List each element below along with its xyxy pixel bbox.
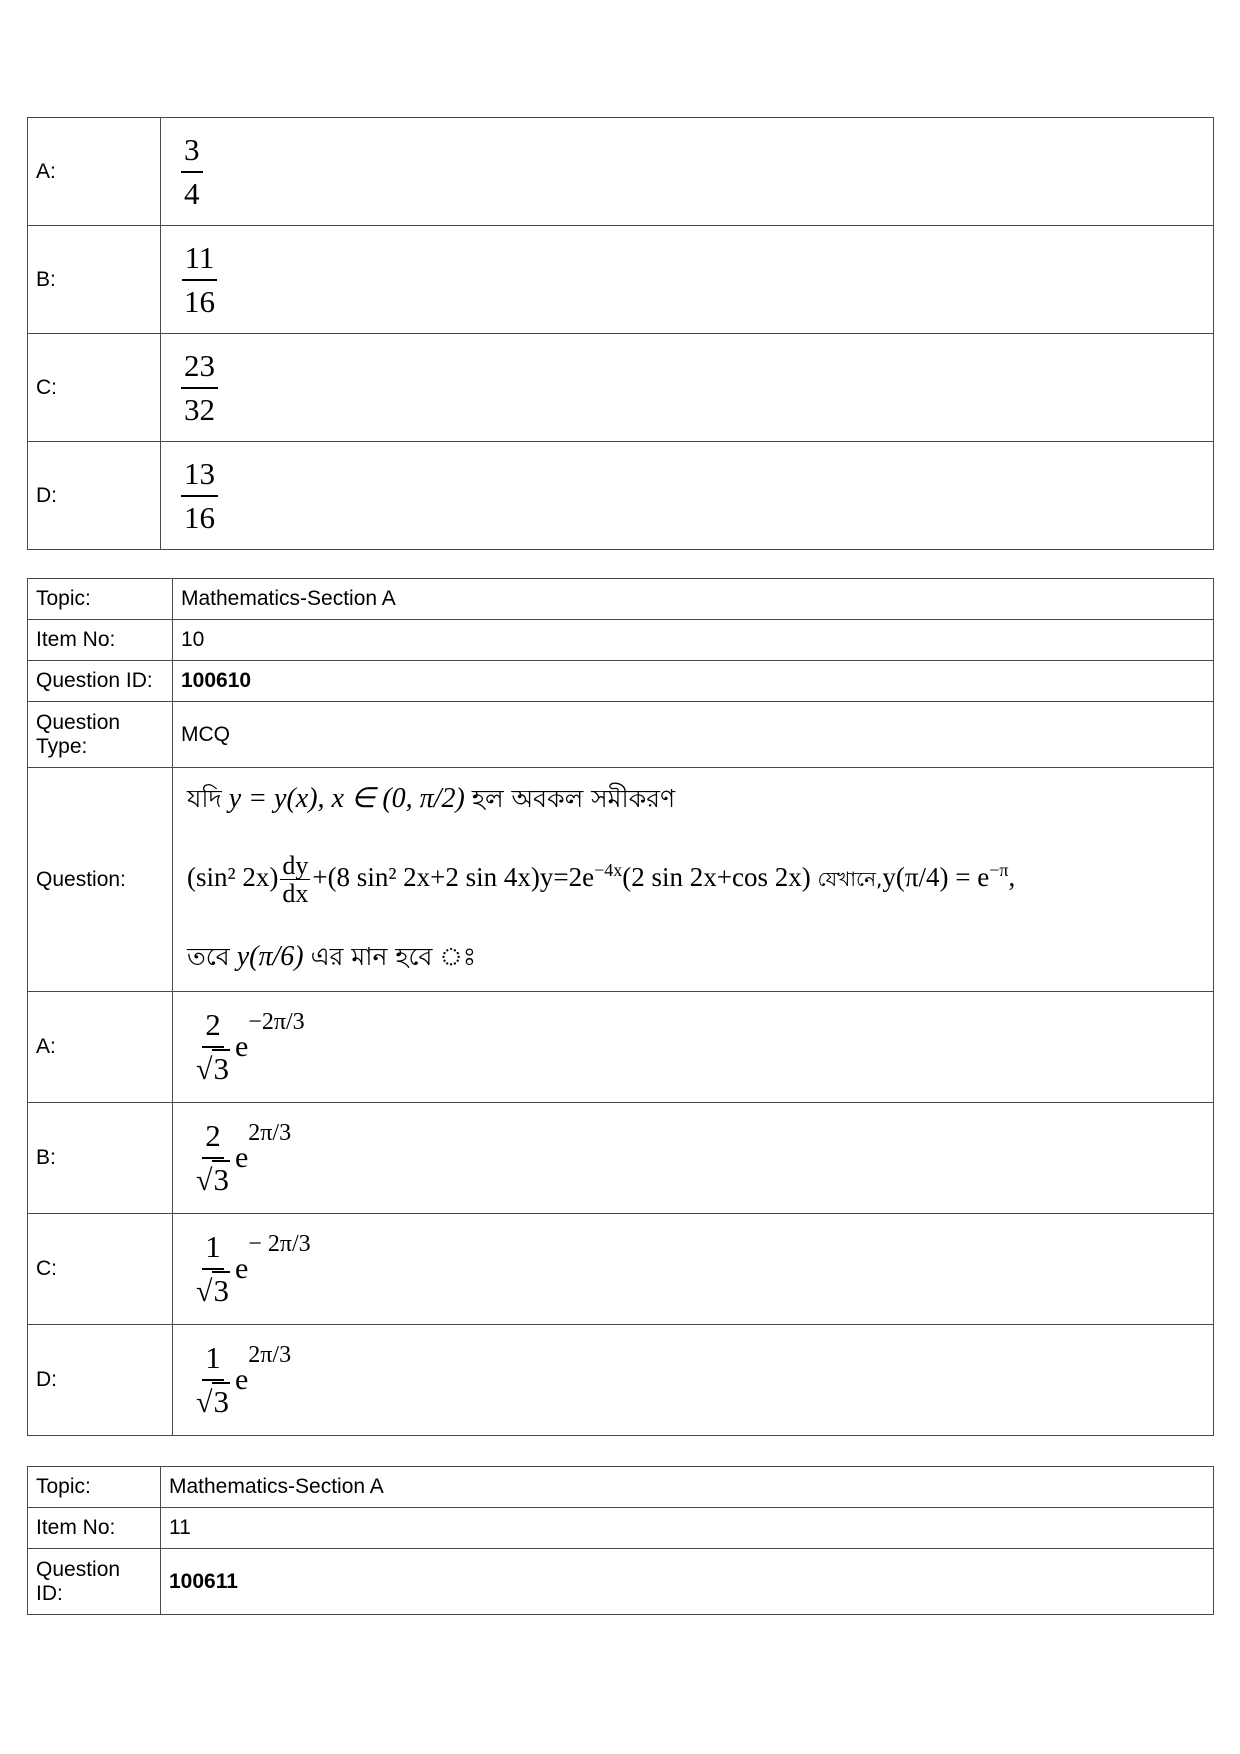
fraction (181, 132, 203, 211)
question-math: (sin² 2x) (187, 861, 279, 892)
option-row (28, 1214, 1214, 1325)
question-math: y(π/6) (236, 941, 304, 973)
fraction (193, 1118, 233, 1198)
numerator: 2 (202, 1007, 224, 1048)
radicand: 3 (213, 1383, 229, 1419)
denominator: 32 (184, 391, 215, 427)
numerator: 2 (202, 1118, 224, 1159)
fraction (193, 1007, 233, 1087)
radicand: 3 (213, 1272, 229, 1308)
option-expression (193, 1007, 1205, 1087)
option-label: A: (28, 118, 161, 226)
numerator: 1 (202, 1340, 224, 1381)
exp-base: e (234, 1029, 249, 1063)
question-id-label: Question ID: (28, 661, 173, 702)
option-label: B: (28, 1103, 173, 1214)
topic-value: Mathematics-Section A (173, 579, 1214, 620)
option-row (28, 118, 1214, 226)
option-label: D: (28, 1325, 173, 1436)
option-row (28, 334, 1214, 442)
fraction (181, 456, 218, 535)
question-math: y = y(x), x ∈ (0, π/2) (228, 782, 465, 814)
question-text-bn: যদি (187, 783, 222, 813)
option-expression (193, 1229, 1205, 1309)
prev-question-options-table (27, 117, 1214, 550)
fraction (181, 348, 218, 427)
question-type-value: MCQ (173, 702, 1214, 768)
fraction (193, 1229, 233, 1309)
option-row (28, 226, 1214, 334)
exponent: 2π/3 (248, 1119, 292, 1146)
option-value (173, 992, 1214, 1103)
question-id-label (28, 1549, 161, 1615)
question-math: , (1008, 861, 1016, 892)
question-text-bn: হল অবকল সমীকরণ (471, 783, 676, 813)
item-no-label: Item No: (28, 620, 173, 661)
derivative-fraction (280, 852, 310, 908)
exp-base: e (234, 1362, 249, 1396)
item-no-value: 11 (161, 1508, 1214, 1549)
exponent: −4x (594, 859, 623, 880)
denominator: √3 (196, 1161, 229, 1197)
radicand: 3 (213, 1161, 229, 1197)
denominator: 4 (184, 175, 200, 211)
question-id-label-line1: Question (36, 1558, 121, 1582)
option-expression (193, 1118, 1205, 1198)
derivative-numerator: dy (282, 850, 309, 880)
question-text-bn: এর মান হবে ঃ (310, 942, 477, 972)
question-text (173, 768, 1214, 992)
option-label: B: (28, 226, 161, 334)
item-no-value: 10 (173, 620, 1214, 661)
numerator: 11 (182, 240, 218, 281)
option-label: D: (28, 442, 161, 550)
denominator: √3 (196, 1272, 229, 1308)
option-value (161, 334, 1214, 442)
option-value (161, 226, 1214, 334)
question-id-row (28, 661, 1214, 702)
question-math: (2 sin 2x+cos 2x) (622, 861, 811, 892)
item-no-label: Item No: (28, 1508, 161, 1549)
question-type-label-line2: Type: (36, 734, 88, 758)
option-label: C: (28, 1214, 173, 1325)
numerator: 23 (181, 348, 218, 389)
question-text-bn: তবে (187, 942, 230, 972)
question-math: y(π/4) = e (882, 861, 990, 892)
question-math: +(8 sin² 2x+2 sin 4x)y=2e (312, 861, 595, 892)
question-line-2 (187, 852, 1205, 908)
item-no-row (28, 1508, 1214, 1549)
option-label: C: (28, 334, 161, 442)
option-row (28, 992, 1214, 1103)
topic-label: Topic: (28, 579, 173, 620)
exp-base: e (234, 1140, 249, 1174)
option-row (28, 1325, 1214, 1436)
topic-value: Mathematics-Section A (161, 1467, 1214, 1508)
numerator: 3 (181, 132, 203, 173)
option-expression (193, 1340, 1205, 1420)
numerator: 1 (202, 1229, 224, 1270)
topic-row (28, 579, 1214, 620)
denominator: 16 (184, 499, 215, 535)
option-row (28, 1103, 1214, 1214)
question-label: Question: (28, 768, 173, 992)
exp-base: e (234, 1251, 249, 1285)
option-value (173, 1214, 1214, 1325)
denominator: √3 (196, 1383, 229, 1419)
topic-row (28, 1467, 1214, 1508)
denominator: 16 (184, 283, 215, 319)
question-line-3 (187, 937, 1205, 980)
question-id-value: 100611 (161, 1549, 1214, 1615)
fraction (181, 240, 218, 319)
option-row (28, 442, 1214, 550)
question-type-row (28, 702, 1214, 768)
radicand: 3 (213, 1050, 229, 1086)
question-type-label-line1: Question (36, 711, 121, 735)
exponent: − 2π/3 (248, 1230, 311, 1257)
topic-label: Topic: (28, 1467, 161, 1508)
denominator: √3 (196, 1050, 229, 1086)
derivative-denominator: dx (282, 879, 309, 908)
fraction (193, 1340, 233, 1420)
question-id-label-line2: ID: (36, 1581, 63, 1605)
question-10-table (27, 578, 1214, 1436)
exponent: −2π/3 (248, 1008, 305, 1035)
question-11-table (27, 1466, 1214, 1615)
option-label: A: (28, 992, 173, 1103)
item-no-row (28, 620, 1214, 661)
option-value (161, 442, 1214, 550)
exponent: −π (989, 859, 1009, 880)
question-row (28, 768, 1214, 992)
question-id-value: 100610 (173, 661, 1214, 702)
question-text-bn: যেখানে, (817, 866, 883, 891)
numerator: 13 (181, 456, 218, 497)
option-value (173, 1325, 1214, 1436)
question-type-label (28, 702, 173, 768)
option-value (173, 1103, 1214, 1214)
exponent: 2π/3 (248, 1341, 292, 1368)
question-id-row (28, 1549, 1214, 1615)
question-line-1 (187, 779, 1205, 822)
option-value (161, 118, 1214, 226)
